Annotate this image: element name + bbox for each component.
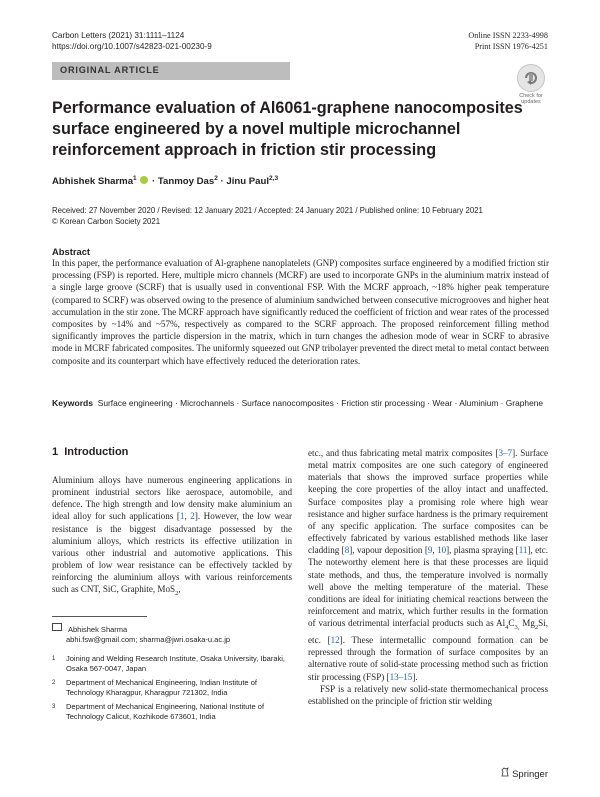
author-name[interactable]: Jinu Paul bbox=[226, 176, 270, 188]
author-affiliation: 2,3 bbox=[269, 175, 279, 182]
corresponding-name: Abhishek Sharma bbox=[68, 625, 128, 634]
publisher-name: Springer bbox=[512, 769, 548, 780]
orcid-icon[interactable] bbox=[140, 176, 148, 184]
citation-link[interactable]: 13–15 bbox=[389, 671, 413, 682]
intro-right-column bbox=[308, 447, 548, 707]
copyright: © Korean Carbon Society 2021 bbox=[52, 217, 161, 226]
article-type-label: ORIGINAL ARTICLE bbox=[60, 65, 160, 75]
author-affiliation: 2 bbox=[214, 175, 218, 182]
abstract-text: In this paper, the performance evaluation of Al-graphene nanoplatelets (GNP) composites surface engineered by a modified friction stir processing (FSP) is reported. Here, multiple micro channels (MCRF) are used to incorporate GNPs in the aluminium matrix instead of a single large groove (SCRF) that is usually used in conventional FSP. With the MCRF approach, ~18% higher peak temperature (compared to SCRF) was observed owing to the presence of aluminium sandwiched between consecutive microgrooves and higher heat accumulation in the stir zone. The MCRF approach have significantly reduced the coefficient of friction and wear rates of the processed composites by ~14% and ~57%, respectively as compared to the SCRF approach. The proposed reinforcement filling method significantly improves the particle dispersion in the matrix, which in turn changes the adhesion mode of wear in SCRF to abrasive mode in MCRF fabricated composites. The uniformly squeezed out GNP tribolayer prevented the direct metal to metal contact between composite and its counterpart which have effectively reduced the deterioration rates. bbox=[52, 258, 549, 366]
author-name[interactable]: Abhishek Sharma bbox=[52, 176, 134, 188]
corresponding-author bbox=[52, 623, 292, 645]
citation-link[interactable]: 8 bbox=[344, 545, 350, 556]
citation-link[interactable]: 12 bbox=[330, 635, 340, 646]
running-header-left bbox=[52, 30, 212, 52]
history-dates: Received: 27 November 2020 / Revised: 12 January 2021 / Accepted: 24 January 2021 / Published online: 10 February 2021 bbox=[52, 206, 483, 215]
paragraph: FSP is a relatively new solid-state thermomechanical process established on the principle of friction stir welding bbox=[308, 683, 548, 706]
springer-horse-icon bbox=[501, 767, 509, 777]
keywords-text: Surface engineering · Microchannels · Surface nanocomposites · Friction stir processing · Wear · Aluminium · Graphene bbox=[97, 398, 544, 408]
article-title: Performance evaluation of Al6061-graphene nanocomposites surface engineered by a novel multiple microchannel reinforcement approach in friction stir processing bbox=[52, 99, 523, 159]
author-list: Abhishek Sharma$^1$ · Tanmoy Das$^2$ · Jinu Paul$^{2,3}$ bbox=[52, 175, 279, 188]
running-header-right bbox=[468, 30, 548, 52]
paragraph: etc., and thus fabricating metal matrix composites [3–7]. Surface metal matrix composites are one such category of engineered materials that shows the improved surface properties while keeping the core properties of the alloy intact and unaffected. Surface composites play a promising role where high wear resistance and higher surface hardness is the primary requirement of any specific application. The surface composites can be effectively fabricated by various established methods like laser cladding [8], vapour deposition [9, 10], plasma spraying [11], etc. The noteworthy element here is that these processes are liquid state methods, and thus, the temperature involved is normally well above the melting temperature of the material. These conditions are ideal for initiating chemical reactions between the reinforcement and matrix, which further results in the formation of various detrimental interfacial products such as $Al_4C_{3,}$ $Mg_2Si$, etc. [12]. These intermetallic compound formation can be repressed through the formation of surface composites by an alternative route of solid-state processing method such as friction stir processing (FSP) [13–15]. bbox=[308, 448, 548, 682]
citation-link[interactable]: 1 bbox=[179, 511, 185, 522]
citation-link[interactable]: 2 bbox=[190, 511, 195, 522]
online-issn: Online ISSN 2233-4998 bbox=[468, 31, 548, 40]
check-for-updates-label: Check for updates bbox=[519, 93, 543, 105]
publisher-mark bbox=[501, 767, 548, 780]
journal-citation: Carbon Letters (2021) 31:1111–1124 bbox=[52, 31, 185, 40]
doi-link[interactable]: https://doi.org/10.1007/s42823-021-00230-9 bbox=[52, 42, 212, 51]
intro-left-column: Aluminium alloys have numerous engineering applications in prominent industrial sectors like aerospace, automobile, and defence. The high strength and low density make aluminium an ideal alloy for such applications [1, 2]. However, the low wear resistance is the biggest disadvantage possessed by the aluminium alloys, which restricts its effective utilization in various other industrial and automotive applications. This problem of low wear resistance can be effectively tackled by reinforcing the aluminium alloys with various reinforcements such as CNT, SiC, Graphite, MoS$_2$, bbox=[52, 475, 293, 598]
keywords-label: Keywords bbox=[52, 398, 94, 408]
print-issn: Print ISSN 1976-4251 bbox=[474, 42, 548, 51]
keywords bbox=[52, 397, 549, 409]
citation-link[interactable]: 10 bbox=[437, 545, 447, 556]
author-affiliation: 1 bbox=[133, 175, 137, 182]
abstract-heading: Abstract bbox=[52, 246, 91, 257]
footnote-divider bbox=[52, 616, 147, 617]
citation-link[interactable]: 3–7 bbox=[498, 448, 513, 458]
section-heading: 1 Introduction bbox=[52, 446, 129, 458]
corresponding-email[interactable]: abhi.fsw@gmail.com; sharma@jwri.osaka-u.ac.jp bbox=[66, 635, 231, 644]
article-type-badge bbox=[52, 62, 290, 80]
article-dates bbox=[52, 205, 483, 227]
citation-link[interactable]: 11 bbox=[518, 545, 528, 556]
citation-link[interactable]: 9 bbox=[427, 545, 433, 556]
envelope-icon bbox=[52, 623, 62, 631]
author-name[interactable]: Tanmoy Das bbox=[157, 176, 215, 188]
check-for-updates-icon bbox=[517, 64, 545, 92]
